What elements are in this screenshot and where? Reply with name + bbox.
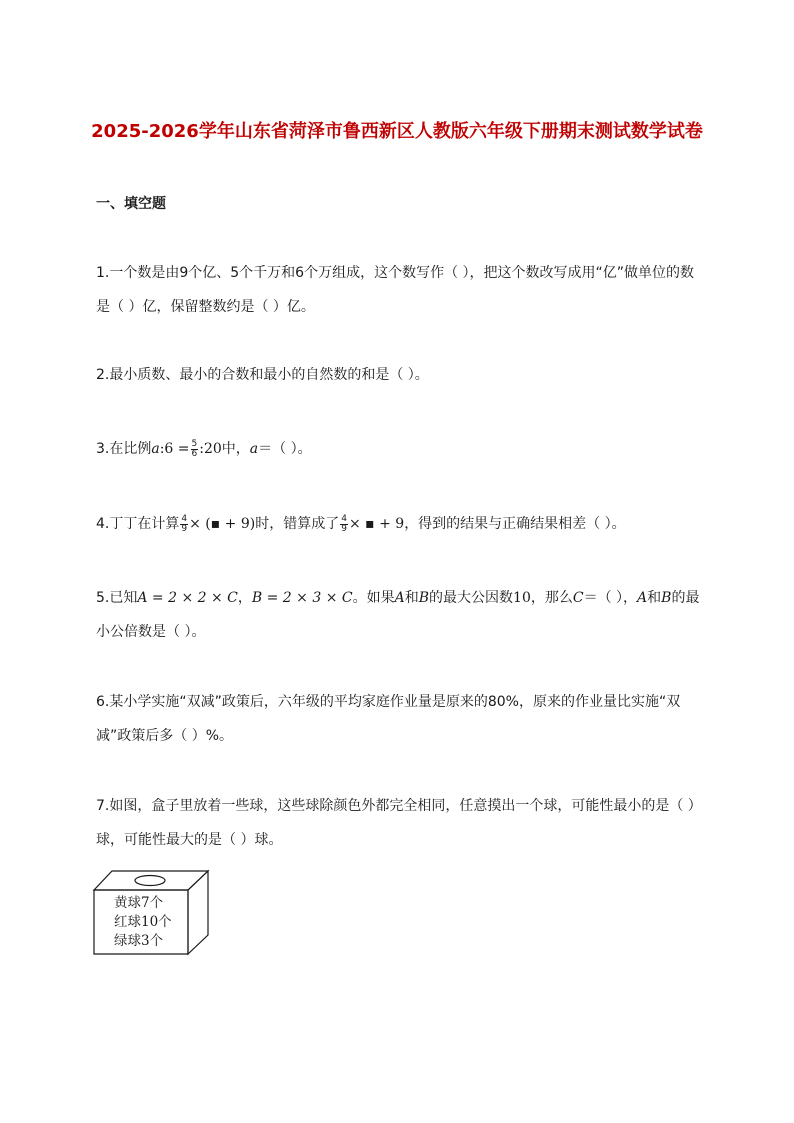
q5-part-9: 的最小公倍数是（ ）。 xyxy=(96,590,700,640)
q4-suffix: ，得到的结果与正确结果相差（ ）。 xyxy=(404,516,626,532)
question-4 xyxy=(96,507,700,541)
box-side-face xyxy=(188,871,208,954)
q5-part-1: 5.已知 xyxy=(96,590,138,606)
q4-fraction-2-denominator: 9 xyxy=(341,523,347,534)
q5-part-7: ＝（ ）， xyxy=(583,590,638,606)
q5-part-5: 的最大公因数 xyxy=(429,590,514,606)
q3-fraction xyxy=(191,440,199,459)
q3-fraction-numerator: 5 xyxy=(191,438,198,449)
q5-part-4: 和 xyxy=(404,590,419,606)
question-1: 1.一个数是由9个亿、5个千万和6个万组成，这个数写作（ ），把这个数改写成用“亿”做单位的数是（ ）亿，保留整数约是（ ）亿。 xyxy=(96,265,695,315)
q5-part-6: ，那么 xyxy=(530,590,573,606)
q5-var-b-2: B xyxy=(661,590,672,606)
q4-fraction-2 xyxy=(340,515,348,534)
q4-fraction-1-denominator: 9 xyxy=(181,523,188,534)
q4-prefix: 4.丁丁在计算 xyxy=(96,516,180,532)
q5-expr-a: A = 2 × 2 × C xyxy=(137,590,238,606)
q5-part-2: ， xyxy=(237,590,252,606)
box-label-green: 绿球3个 xyxy=(114,933,164,949)
q4-expr-wrong: × ▪ + 9 xyxy=(348,516,405,532)
q5-var-a-2: A xyxy=(637,590,648,606)
box-opening xyxy=(135,876,165,886)
q3-ratio-right: :20 xyxy=(199,441,222,457)
q4-fraction-1-numerator: 4 xyxy=(181,513,188,524)
q4-mid: 时，错算成了 xyxy=(255,516,340,532)
q3-mid: 中， xyxy=(221,441,250,457)
question-3 xyxy=(96,432,700,466)
question-2: 2.最小质数、最小的合数和最小的自然数的和是（ ）。 xyxy=(96,367,429,383)
q5-part-8: 和 xyxy=(647,590,662,606)
q5-part-3: 。如果 xyxy=(352,590,395,606)
q3-fraction-denominator: 6 xyxy=(191,448,198,459)
question-7: 7.如图，盒子里放着一些球，这些球除颜色外都完全相同，任意摸出一个球，可能性最小的是（ ）球，可能性最大的是（ ）球。 xyxy=(96,798,695,848)
q4-expr-correct: × (▪ + 9) xyxy=(189,516,256,532)
q4-fraction-1 xyxy=(180,515,188,534)
ball-box-figure xyxy=(92,868,216,956)
q4-fraction-2-numerator: 4 xyxy=(341,513,347,524)
q5-number-10: 10 xyxy=(513,590,531,606)
q5-var-b: B xyxy=(418,590,430,606)
q3-suffix: ＝（ ）。 xyxy=(258,441,312,457)
q3-var-a-2: a xyxy=(249,441,259,457)
question-6: 6.某小学实施“双减”政策后，六年级的平均家庭作业量是原来的80%，原来的作业量比实施“双减”政策后多（ ）%。 xyxy=(96,694,681,744)
question-5 xyxy=(96,581,700,649)
q3-var-a: a xyxy=(151,441,160,457)
section-heading: 一、填空题 xyxy=(96,196,166,212)
box-label-red: 红球10个 xyxy=(114,914,172,930)
box-label-yellow: 黄球7个 xyxy=(114,895,164,911)
page-title: 2025-2026学年山东省菏泽市鲁西新区人教版六年级下册期末测试数学试卷 xyxy=(91,121,703,142)
q5-expr-b: B = 2 × 3 × C xyxy=(251,590,353,606)
q3-ratio-left: :6 = xyxy=(159,441,190,457)
q5-var-c: C xyxy=(572,590,584,606)
q3-prefix: 3.在比例 xyxy=(96,441,152,457)
q5-var-a: A xyxy=(394,590,405,606)
